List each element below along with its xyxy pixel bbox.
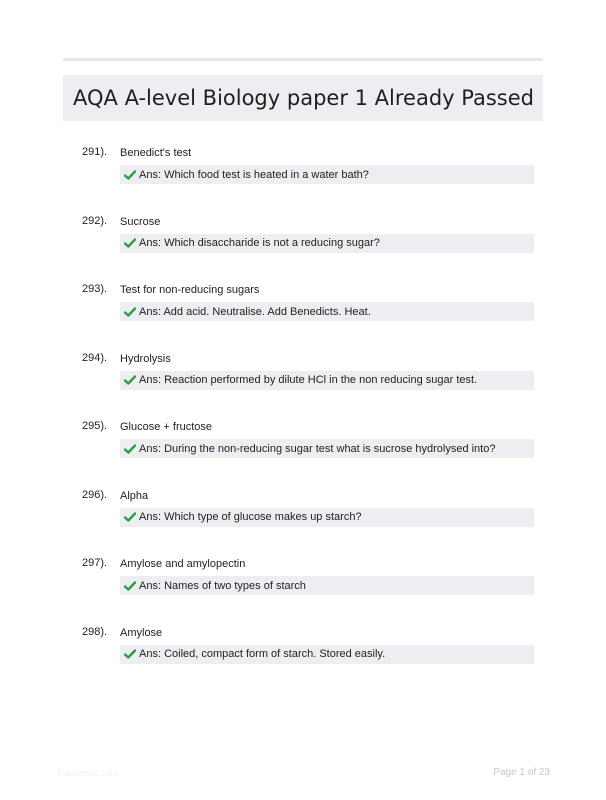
question-term: Glucose + fructose [120,421,213,433]
qa-item [0,282,606,342]
answer-text: Ans: Names of two types of starch [139,579,306,592]
answer-text: Ans: Which disaccharide is not a reducing sugar? [139,237,380,249]
answer-text: Ans: During the non-reducing sugar test what is sucrose hydrolysed into? [139,442,496,455]
question-term: Benedict's test [120,147,192,159]
question-number: 298). [82,625,108,638]
question-number: 291). [82,146,108,158]
question-number: 294). [82,351,108,364]
check-icon [124,444,136,454]
check-icon [124,649,136,659]
qa-item [0,214,606,274]
qa-item [0,488,606,548]
answer-text: Ans: Coiled, compact form of starch. Stored easily. [139,648,386,660]
qa-item [0,351,606,411]
qa-item [0,625,606,685]
qa-item [0,145,606,205]
check-icon [124,581,136,591]
question-term: Amylose and amylopectin [120,558,246,570]
question-number: 297). [82,557,108,569]
footer-watermark: Paperhbic.com [58,768,119,778]
answer-text: Ans: Reaction performed by dilute HCl in the non reducing sugar test. [139,374,478,386]
check-icon [124,375,136,385]
question-term: Hydrolysis [120,352,171,365]
answer-text: Ans: Add acid. Neutralise. Add Benedicts. Heat. [139,305,371,318]
check-icon [124,170,136,180]
question-term: Test for non-reducing sugars [120,284,260,296]
answer-box [120,371,534,390]
page-title: AQA A-level Biology paper 1 Already Passed [73,86,534,110]
title-banner [63,75,543,121]
answer-box [120,439,534,458]
answer-box [120,508,534,527]
question-number: 293). [82,283,108,295]
question-number: 295). [82,420,108,432]
question-term: Amylose [120,626,163,639]
check-icon [124,238,136,248]
question-number: 292). [82,214,108,227]
question-number: 296). [82,488,108,501]
answer-box [120,165,534,184]
answer-text: Ans: Which food test is heated in a water bath? [139,168,369,181]
answer-box [120,302,534,321]
question-term: Alpha [120,489,149,502]
qa-item [0,556,606,616]
answer-box [120,645,534,664]
answer-box [120,234,534,253]
top-divider [63,58,543,61]
page-number: Page 1 of 23 [493,767,550,778]
qa-item [0,419,606,479]
check-icon [124,307,136,317]
check-icon [124,512,136,522]
answer-box [120,576,534,595]
answer-text: Ans: Which type of glucose makes up starch? [139,511,362,523]
question-term: Sucrose [120,215,161,228]
